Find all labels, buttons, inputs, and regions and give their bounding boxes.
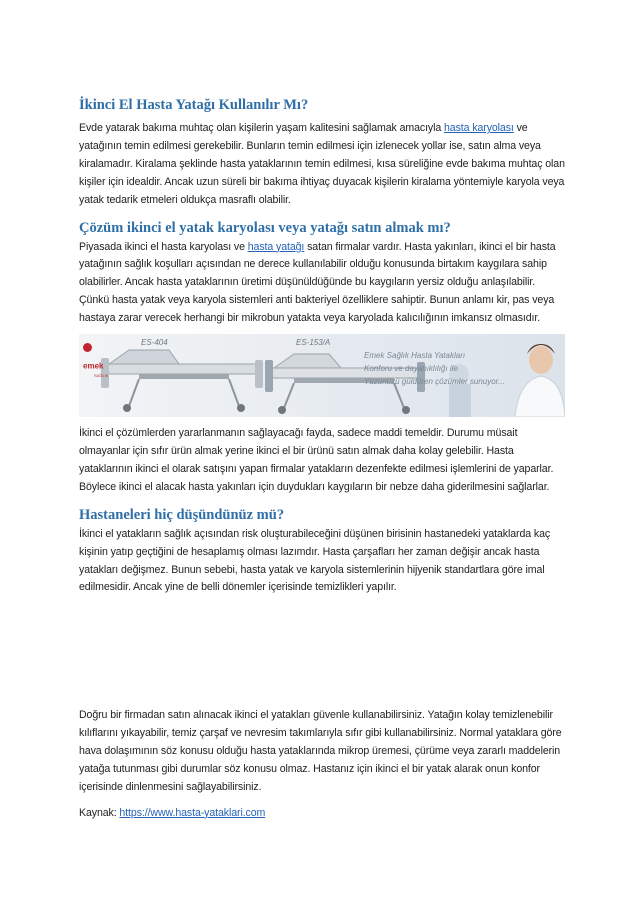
paragraph-hospitals: İkinci el yatakların sağlık açısından risk oluşturabileceğini düşünen birisinin hastanedeki yataklarda kaç kişinin yatıp geçtiğini de hesaplamış olması lazımdır. Hasta çarşafları her zaman değişir ancak hasta yatakları değişmez. Bunun sebebi, hasta yatak ve karyola sistemlerinin hijyenik standartlara göre imal edilmesidir. Ancak yine de belli dönemler içerisinde temizlikleri yapılır. xyxy=(79,527,551,594)
text-span: satan firmalar vardır. Hasta yakınları, ikinci el bir hasta yatağının sağlık koşulları açısından ne derece kullanılabilir olduğu konusunda birtakım kaygılara sahip olabilirler. Ancak hasta yataklarının üretimi düşünüldüğünde bu kaygıların yersiz olduğu anlaşılabilir. Çünkü hasta yatak veya karyola sistemleri anti bakteriyel özelliklere sahiptir. Bunun anlamı kir, pas veya hastaya zarar verecek herhangi bir mikrobun yatakta veya karyolada kalıcılığının imkansız olmasıdır. xyxy=(79,240,556,325)
heading-solution: Çözüm ikinci el yatak karyolası veya yatağı satın almak mı? xyxy=(79,219,451,236)
source-link[interactable]: https://www.hasta-yataklari.com xyxy=(119,806,266,819)
document-page xyxy=(79,96,565,823)
logo-subtext: SAĞLIK xyxy=(94,373,109,379)
link-hasta-yatagi[interactable]: hasta yatağı xyxy=(247,240,305,253)
paragraph-intro xyxy=(79,120,565,210)
banner-tagline-2: Konforu ve dayanıklılığı ile xyxy=(364,364,458,374)
logo-text: emek xyxy=(83,361,104,371)
text-span: ve yatağının temin edilmesi gerekebilir. Bunların temin edilmesi için izlenecek yollar ise, satın alma veya kiralamadır. Kiralama şeklinde hasta yataklarının temin edilmesi, kısa süreliğine evde bakıma muhtaç olan kişiler için idealdir. Ancak uzun süreli bir bakıma ihtiyaç duyacak kişilerin kiralama yöntemiyle karyola veya yatak tedarik etmeleri oldukça masraflı olabilir. xyxy=(79,122,565,206)
model-label-2: ES-153/A xyxy=(296,338,331,348)
paragraph-solution xyxy=(79,239,565,329)
paragraph-conclusion: Doğru bir firmadan satın alınacak ikinci el yatakları güvenle kullanabilirsiniz. Yatağın kolay temizlenebilir kılıflarını yıkayabilir, temiz çarşaf ve nevresim takımlarıyla sıfır gibi kullanabilirsiniz. Normal yataklara göre hava dolaşımının söz konusu olduğu hasta yataklarında mikrop üremesi, çürüme veya zararlı maddelerin yatağa tutunması gibi durumlar söz konusu olmaz. Hastanız için ikinci el bir yatak alarak onun konfor içerisinde dinlenmesini sağlayabilirsiniz. xyxy=(79,709,562,793)
text-span: Piyasada ikinci el hasta karyolası ve xyxy=(79,240,248,253)
banner-tagline-3: Yüzünüzü güldüren çözümler sunuyor... xyxy=(364,377,505,387)
brand-logo xyxy=(83,339,113,379)
text-span: Evde yatarak bakıma muhtaç olan kişilerin yaşam kalitesini sağlamak amacıyla xyxy=(79,122,445,134)
source-label: Kaynak: xyxy=(79,806,120,819)
banner-tagline-1: Emek Sağlık Hasta Yatakları xyxy=(364,351,466,361)
source-line xyxy=(79,805,565,823)
logo-mark-icon xyxy=(83,343,92,352)
heading-used-bed: İkinci El Hasta Yatağı Kullanılır Mı? xyxy=(79,97,309,113)
model-label-1: ES-404 xyxy=(141,338,168,348)
heading-hospitals: Hastaneleri hiç düşündünüz mü? xyxy=(79,506,285,523)
bed-illustration-1 xyxy=(101,350,263,412)
blank-space xyxy=(79,597,565,707)
product-banner-image xyxy=(79,334,565,417)
link-hasta-karyolasi[interactable]: hasta karyolası xyxy=(444,122,514,134)
paragraph-benefit: İkinci el çözümlerden yararlanmanın sağlayacağı fayda, sadece maddi temeldir. Durumu müsait olmayanlar için sıfır ürün almak yerine ikinci el bir ürünü satın almak daha kolay gelebilir. Hasta yataklarının ikinci el olarak satışını yapan firmalar yatakların dezenfekte edilmesi işlemlerini de yaparlar. Böylece ikinci el alacak hasta yakınları için duydukları kaygıların bir nebze daha giderilmesini sağlarlar. xyxy=(79,427,554,493)
